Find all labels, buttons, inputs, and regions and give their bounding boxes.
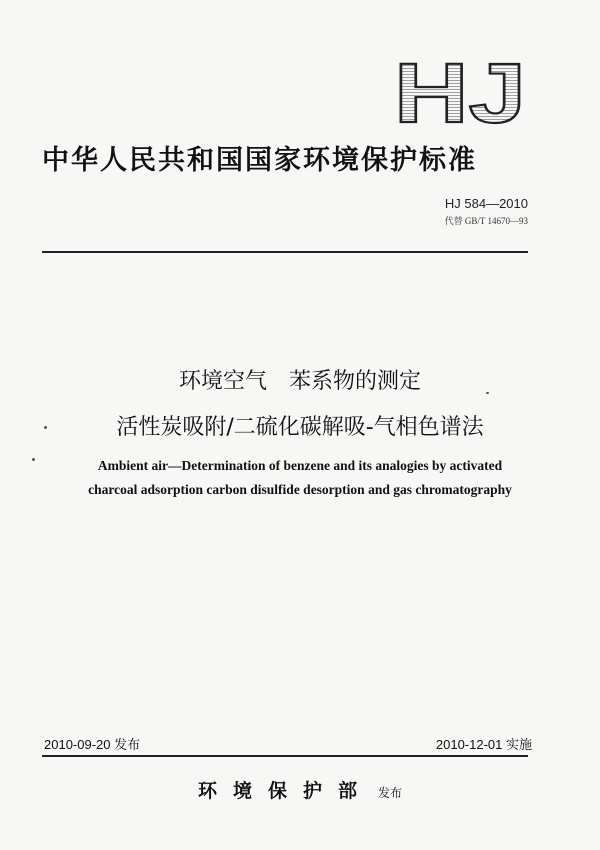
implementation-date: 2010-12-01 实施 <box>435 737 532 752</box>
cn-title-line-1: 环境空气 苯系物的测定 <box>178 369 421 394</box>
header-rule <box>42 251 528 253</box>
issuing-body-title: 中华人民共和国国家环境保护标准 <box>42 145 477 176</box>
issuer-name: 环境保护部 <box>197 780 373 802</box>
scan-speck <box>44 426 47 429</box>
issuer-suffix: 发布 <box>378 786 403 800</box>
replaces-standard: 代替 GB/T 14670—93 <box>444 216 528 226</box>
footer-rule <box>42 755 528 757</box>
standard-number: HJ 584—2010 <box>444 196 528 211</box>
issue-date: 2010-09-20 发布 <box>44 737 141 752</box>
cn-title-line-2: 活性炭吸附/二硫化碳解吸-气相色谱法 <box>116 415 484 440</box>
hj-logo <box>392 56 528 128</box>
en-title-line-1: Ambient air—Determination of benzene and its analogies by activated <box>97 458 503 473</box>
scan-speck <box>486 392 489 394</box>
hj-logo-text: HJ <box>394 56 526 128</box>
scan-speck <box>32 458 35 461</box>
hj-logo-mark <box>392 56 528 128</box>
issuer-line <box>0 776 600 803</box>
en-title-line-2: charcoal adsorption carbon disulfide desorption and gas chromatography <box>88 482 512 497</box>
